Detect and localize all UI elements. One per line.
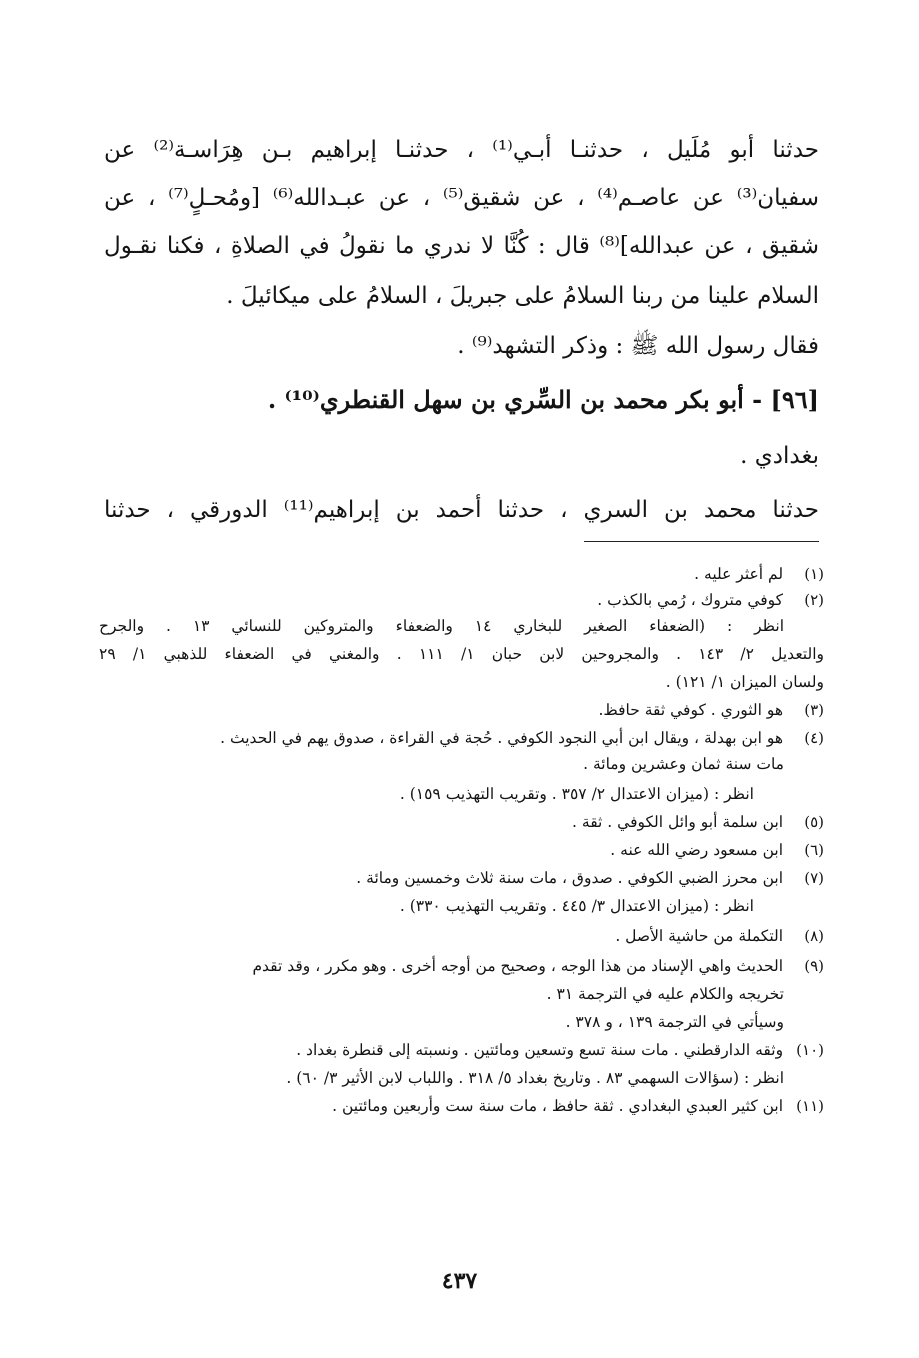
footnote-row (99, 922, 824, 950)
footnote-row (99, 696, 824, 724)
main-line: حدثنا أبو مُلَيل ، حدثنـا أبـي⁽¹⁾ ، حدثنـا إبراهيم بـن هِرَاسـة⁽²⁾ عن (104, 137, 819, 163)
footnote-number: (١٠) (796, 1041, 824, 1059)
footnote-number: (١) (804, 565, 824, 583)
footnote-row (99, 586, 824, 614)
main-line: فقال رسول الله ﷺ : وذكر التشهد⁽⁹⁾ . (457, 333, 819, 359)
footnote-text: التكملة من حاشية الأصل . (615, 927, 784, 945)
main-line: بغدادي . (740, 443, 819, 469)
footnote-row (99, 836, 824, 864)
footnote-row (99, 724, 824, 752)
footnote-number: (٣) (804, 701, 824, 719)
footnote-row: تخريجه والكلام عليه في الترجمة ٣١ . (546, 985, 784, 1003)
footnote-text: وثقه الدارقطني . مات سنة تسع وتسعين ومائتين . ونسبته إلى قنطرة بغداد . (296, 1041, 784, 1059)
entry-heading: [٩٦] - أبو بكر محمد بن السِّري بن سهل القنطري⁽¹⁰⁾ . (267, 385, 819, 414)
footnote-row (99, 952, 824, 980)
footnote-text: ابن سلمة أبو وائل الكوفي . ثقة . (572, 813, 784, 831)
main-line: حدثنا محمد بن السري ، حدثنا أحمد بن إبراهيم⁽¹¹⁾ الدورقي ، حدثنا (104, 497, 819, 523)
footnote-number: (٤) (804, 729, 824, 747)
main-line: شقيق ، عن عبدالله]⁽⁸⁾ قال : كُنَّا لا ندري ما نقولُ في الصلاةِ ، فكنا نقـول (104, 233, 819, 259)
footnote-separator (584, 541, 819, 542)
footnote-row: انظر : (الضعفاء الصغير للبخاري ١٤ والضعفاء والمتروكين للنسائي ١٣ . والجرح (99, 617, 784, 635)
footnote-text: ابن كثير العبدي البغدادي . ثقة حافظ ، مات سنة ست وأربعين ومائتين . (332, 1097, 784, 1115)
footnote-row: انظر : (سؤالات السهمي ٨٣ . وتاريخ بغداد ٥/ ٣١٨ . واللباب لابن الأثير ٣/ ٦٠) . (286, 1069, 784, 1087)
footnote-row (99, 1036, 824, 1064)
footnote-row (99, 808, 824, 836)
footnote-number: (٦) (804, 841, 824, 859)
footnote-number: (٩) (804, 957, 824, 975)
main-line: سفيان⁽³⁾ عن عاصـم⁽⁴⁾ ، عن شقيق⁽⁵⁾ ، عن عبـدالله⁽⁶⁾ [ومُحـلٍ⁽⁷⁾ ، عن (104, 185, 819, 211)
footnote-row: والتعديل ٢/ ١٤٣ . والمجروحين لابن حبان ١/ ١١١ . والمغني في الضعفاء للذهبي ١/ ٢٩ (99, 645, 824, 663)
footnote-row: وسيأتي في الترجمة ١٣٩ ، و ٣٧٨ . (565, 1013, 784, 1031)
footnote-row: انظر : (ميزان الاعتدال ٣/ ٤٤٥ . وتقريب التهذيب ٣٣٠) . (399, 897, 754, 915)
footnote-text: هو ابن بهدلة ، ويقال ابن أبي النجود الكوفي . حُجة في القراءة ، صدوق يهم في الحديث . (220, 729, 784, 747)
footnote-row: مات سنة ثمان وعشرين ومائة . (583, 755, 784, 773)
footnote-number: (١١) (796, 1097, 824, 1115)
main-line: السلام علينا من ربنا السلامُ على جبريلَ ، السلامُ على ميكائيلَ . (226, 283, 819, 309)
footnote-number: (٢) (804, 591, 824, 609)
footnote-row (99, 864, 824, 892)
footnote-number: (٨) (804, 927, 824, 945)
footnote-row: ولسان الميزان ١/ ١٢١) . (665, 673, 824, 691)
footnote-number: (٥) (804, 813, 824, 831)
footnote-text: كوفي متروك ، رُمي بالكذب . (597, 591, 784, 609)
footnote-text: ابن مسعود رضي الله عنه . (610, 841, 784, 859)
footnote-row (99, 560, 824, 588)
footnote-row (99, 1092, 824, 1120)
footnote-text: لم أعثر عليه . (694, 565, 784, 583)
page-number: ٤٣٧ (441, 1268, 478, 1294)
footnote-text: الحديث واهي الإسناد من هذا الوجه ، وصحيح من أوجه أخرى . وهو مكرر ، وقد تقدم (252, 957, 784, 975)
footnote-row: انظر : (ميزان الاعتدال ٢/ ٣٥٧ . وتقريب التهذيب ١٥٩) . (399, 785, 754, 803)
footnote-text: هو الثوري . كوفي ثقة حافظ. (598, 701, 784, 719)
footnote-number: (٧) (804, 869, 824, 887)
footnote-text: ابن محرز الضبي الكوفي . صدوق ، مات سنة ثلاث وخمسين ومائة . (356, 869, 784, 887)
